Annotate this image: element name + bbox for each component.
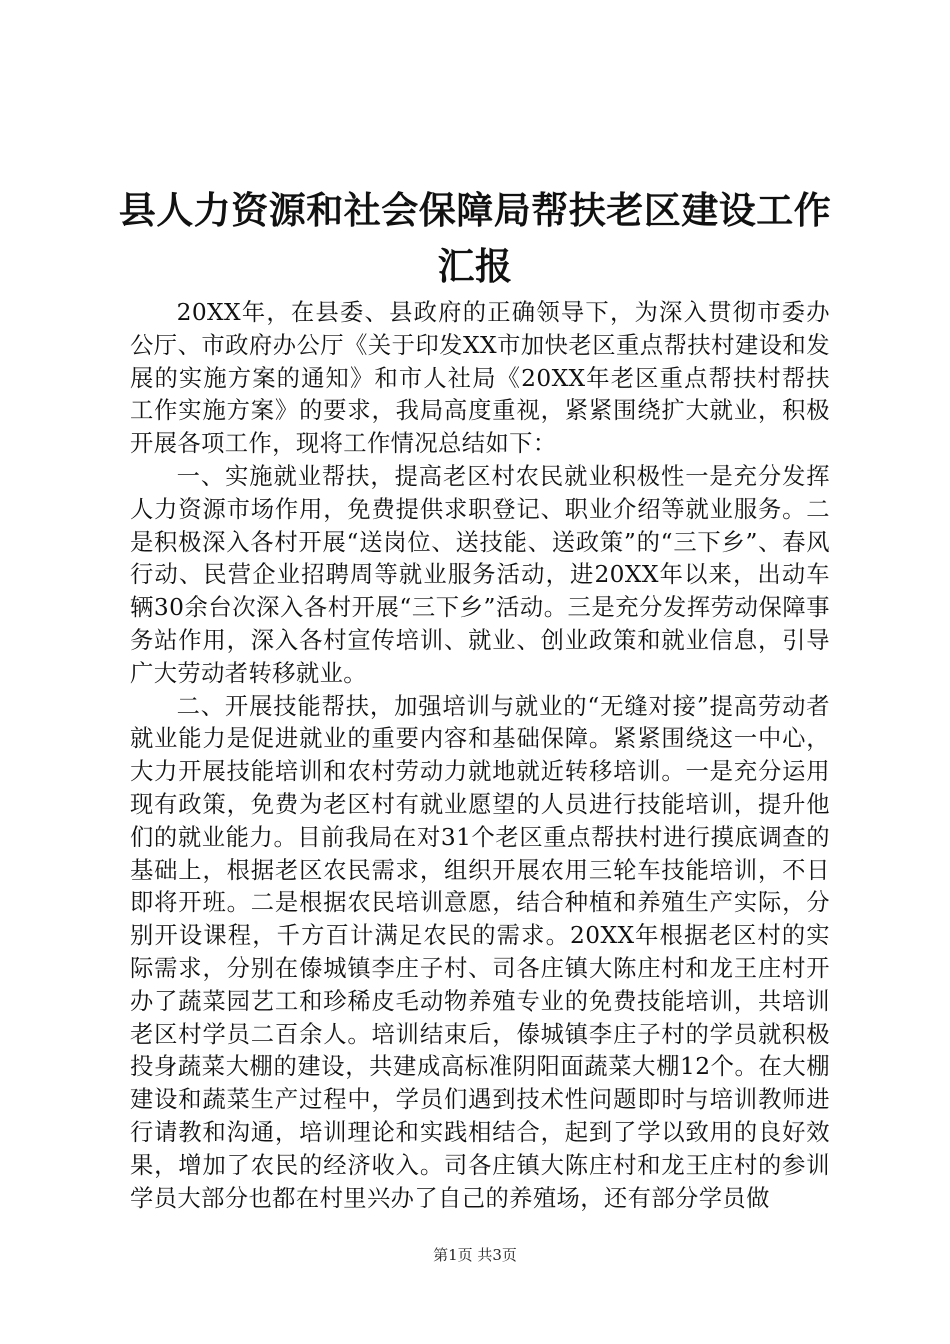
paragraph-intro: 20XX年，在县委、县政府的正确领导下，为深入贯彻市委办公厅、市政府办公厅《关于印发XX市加快老区重点帮扶村建设和发展的实施方案的通知》和市人社局《20XX年老区重点帮扶村帮扶工作实施方案》的要求，我局高度重视，紧紧围绕扩大就业，积极开展各项工作，现将工作情况总结如下： [130,299,830,458]
document-body [130,297,830,1215]
document-title: 县人力资源和社会保障局帮扶老区建设工作汇报 [118,189,832,288]
page-number-footer: 第1页 共3页 [433,1246,517,1264]
paragraph-employment-assistance: 一、实施就业帮扶，提高老区村农民就业积极性一是充分发挥人力资源市场作用，免费提供求职登记、职业介绍等就业服务。二是积极深入各村开展“送岗位、送技能、送政策”的“三下乡”、春风行动、民营企业招聘周等就业服务活动，进20XX年以来，出动车辆30余台次深入各村开展“三下乡”活动。三是充分发挥劳动保障事务站作用，深入各村宣传培训、就业、创业政策和就业信息，引导广大劳动者转移就业。 [130,462,830,687]
paragraph-skills-assistance: 二、开展技能帮扶，加强培训与就业的“无缝对接”提高劳动者就业能力是促进就业的重要内容和基础保障。紧紧围绕这一中心，大力开展技能培训和农村劳动力就地就近转移培训。一是充分运用现有政策，免费为老区村有就业愿望的人员进行技能培训，提升他们的就业能力。目前我局在对31个老区重点帮扶村进行摸底调查的基础上，根据老区农民需求，组织开展农用三轮车技能培训，不日即将开班。二是根据农民培训意愿，结合种植和养殖生产实际，分别开设课程，千方百计满足农民的需求。20XX年根据老区村的实际需求，分别在傣城镇李庄子村、司各庄镇大陈庄村和龙王庄村开办了蔬菜园艺工和珍稀皮毛动物养殖专业的免费技能培训，共培训老区村学员二百余人。培训结束后，傣城镇李庄子村的学员就积极投身蔬菜大棚的建设，共建成高标准阴阳面蔬菜大棚12个。在大棚建设和蔬菜生产过程中，学员们遇到技术性问题即时与培训教师进行请教和沟通，培训理论和实践相结合，起到了学以致用的良好效果，增加了农民的经济收入。司各庄镇大陈庄村和龙王庄村的参训学员大部分也都在村里兴办了自己的养殖场，还有部分学员做 [130,692,830,1212]
